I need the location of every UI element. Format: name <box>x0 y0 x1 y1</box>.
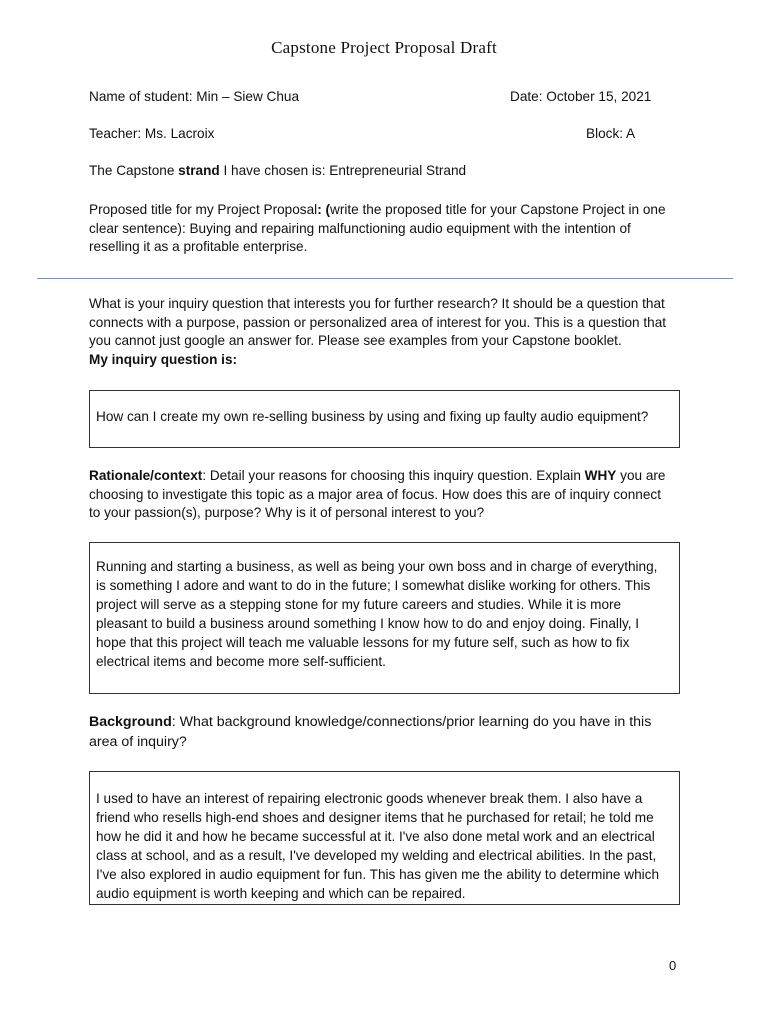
background-prompt-line-2: area of inquiry? <box>89 734 187 750</box>
teacher-name: Teacher: Ms. Lacroix <box>89 126 215 141</box>
strand-suffix: I have chosen is: Entrepreneurial Strand <box>219 163 467 178</box>
strand-bold: strand <box>178 163 220 178</box>
rationale-heading: Rationale/context <box>89 468 203 483</box>
background-answer-line: how he did it and how he became successful at it. I've also done metal work and an electrical <box>96 828 655 844</box>
proposed-title-line-2: clear sentence): Buying and repairing malfunctioning audio equipment with the intention of <box>89 220 631 236</box>
student-name: Name of student: Min – Siew Chua <box>89 89 300 104</box>
block: Block: A <box>586 126 636 141</box>
background-prompt-line-1 <box>89 712 679 732</box>
page-number: 0 <box>669 958 677 973</box>
inquiry-label: My inquiry question is: <box>89 351 238 367</box>
background-prompt <box>89 712 679 752</box>
strand-statement <box>89 163 466 178</box>
rationale-prompt-rest: : Detail your reasons for choosing this inquiry question. Explain <box>202 468 585 483</box>
page-title: Capstone Project Proposal Draft <box>271 38 497 57</box>
inquiry-prompt-line-2: connects with a purpose, passion or personalized area of interest for you. This is a question that <box>89 314 667 330</box>
rationale-prompt <box>89 467 679 523</box>
inquiry-prompt <box>89 295 679 369</box>
background-answer-line: audio equipment is worth keeping and which can be repaired. <box>96 885 466 901</box>
inquiry-answer: How can I create my own re-selling business by using and fixing up faulty audio equipment? <box>96 409 649 424</box>
strand-prefix: The Capstone <box>89 163 179 178</box>
rationale-prompt-line-3: to your passion(s), purpose? Why is it of personal interest to you? <box>89 505 485 521</box>
background-prompt-rest: : What background knowledge/connections/prior learning do you have in this <box>171 714 652 730</box>
rationale-answer-line: Running and starting a business, as well as being your own boss and in charge of everything, <box>96 559 658 574</box>
rationale-answer-line: pleasant to build a business around something I know how to do and enjoy doing. Finally, I <box>96 615 640 631</box>
rationale-why: WHY <box>584 468 617 483</box>
rationale-answer-box <box>89 542 680 694</box>
rationale-prompt-line-1 <box>89 467 679 486</box>
rationale-answer-line: electrical items and become more self-sufficient. <box>96 653 386 669</box>
background-answer-line: friend who resells high-end shoes and designer items that he purchased for retail; he told me <box>96 809 654 825</box>
proposed-title-prefix: Proposed title for my Project Proposal <box>89 202 318 217</box>
inquiry-prompt-line-1: What is your inquiry question that interests you for further research? It should be a question that <box>89 296 665 311</box>
rationale-answer-line: is something I adore and want to do in the future; I somewhat dislike working for others. This <box>96 577 651 593</box>
proposed-title-line-3: reselling it as a profitable enterprise. <box>89 239 308 255</box>
inquiry-prompt-line-3: you cannot just google an answer for. Please see examples from your Capstone booklet. <box>89 333 622 349</box>
rationale-answer-line: project will serve as a stepping stone for my future careers and studies. While it is more <box>96 596 622 612</box>
rationale-answer-line: hope that this project will teach me valuable lessons for my future self, such as how to fix <box>96 634 630 650</box>
inquiry-answer-box <box>89 390 680 448</box>
proposed-title-line-1 <box>89 201 679 220</box>
proposed-title-block <box>89 201 679 257</box>
background-heading: Background <box>89 714 172 730</box>
background-answer-line: I used to have an interest of repairing electronic goods whenever break them. I also have a <box>96 791 643 806</box>
background-answer-box <box>89 771 680 905</box>
rationale-prompt-line-2: choosing to investigate this topic as a major area of focus. How does this are of inquiry connect <box>89 486 661 502</box>
proposed-title-rest: write the proposed title for your Capstone Project in one <box>330 202 666 217</box>
rationale-prompt-end: you are <box>616 468 666 483</box>
proposed-title-bold: : ( <box>317 202 331 217</box>
section-divider <box>37 278 733 279</box>
background-answer-line: I've also explored in audio equipment for fun. This has given me the ability to determine which <box>96 866 660 882</box>
background-answer-line: class at school, and as a result, I've developed my welding and electrical abilities. In the past, <box>96 847 657 863</box>
date: Date: October 15, 2021 <box>510 89 652 104</box>
